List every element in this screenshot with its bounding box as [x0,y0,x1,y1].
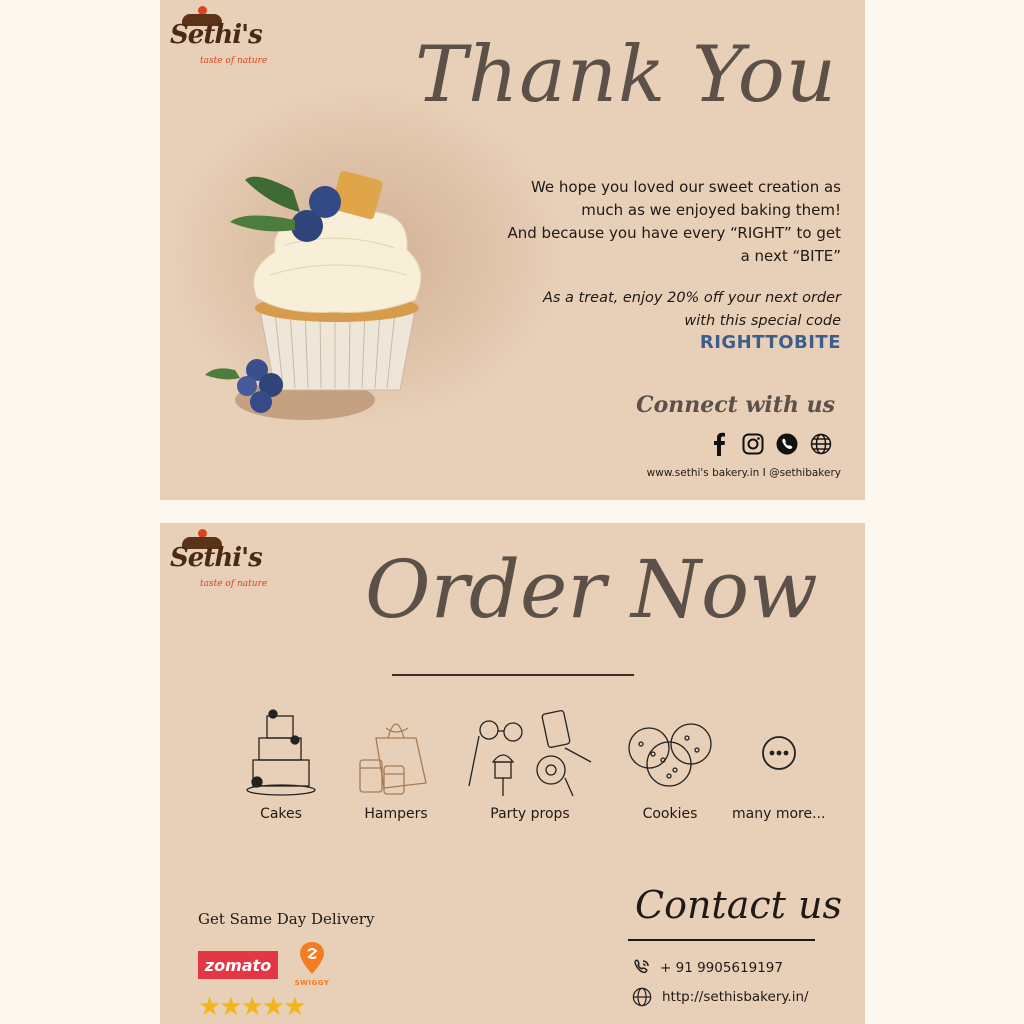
cookies-icon [625,708,715,798]
product-hampers[interactable] [356,708,436,822]
tiered-cake-icon [245,708,317,798]
thank-you-message [501,176,841,268]
order-now-card [160,523,865,1024]
star-rating: ★★★★★ [198,992,305,1022]
product-cookies[interactable] [625,708,715,822]
message-line: And because you have every “RIGHT” to get [507,224,841,242]
order-now-title: Order Now [365,543,818,636]
product-more[interactable] [732,708,825,822]
instagram-icon[interactable] [741,432,765,456]
product-cakes[interactable] [245,708,317,822]
product-label: Hampers [364,806,428,822]
social-links [707,432,833,456]
offer-text [501,287,841,333]
message-line: much as we enjoyed baking them! [581,201,841,219]
swiggy-pin-icon [299,941,325,975]
thank-you-card [160,0,865,500]
cupcake-illustration [175,80,575,470]
connect-with-us-heading: Connect with us [636,392,835,418]
promo-code: RIGHTTOBITE [699,332,841,353]
hamper-icon [356,708,436,798]
message-line: We hope you loved our sweet creation as [530,178,841,196]
contact-us-title: Contact us [635,883,842,927]
swiggy-label: SWIGGY [294,979,330,987]
website-url: http://sethisbakery.in/ [662,989,809,1005]
product-label: many more... [732,806,826,822]
offer-line: As a treat, enjoy 20% off your next order [542,290,841,306]
globe-icon[interactable] [809,432,833,456]
title-underline [392,674,634,676]
offer-line: with this special code [684,313,841,329]
product-label: Cookies [642,806,698,822]
phone-icon [632,959,650,977]
party-props-icon [465,708,595,798]
swiggy-logo[interactable] [293,941,331,991]
more-icon [734,708,824,798]
zomato-logo[interactable]: zomato [198,951,278,979]
product-party-props[interactable] [465,708,595,822]
product-label: Party props [490,806,570,822]
contact-phone[interactable] [632,959,783,977]
product-label: Cakes [260,806,302,822]
facebook-icon[interactable] [707,432,731,456]
brand-logo: Sethi's taste of nature [168,4,258,70]
delivery-heading: Get Same Day Delivery [198,910,375,928]
contact-underline [628,939,815,941]
footer-url[interactable]: www.sethi's bakery.in I @sethibakery [646,467,841,479]
phone-number: + 91 9905619197 [660,960,783,976]
contact-website[interactable] [632,987,809,1007]
phone-icon[interactable] [775,432,799,456]
globe-icon [632,987,652,1007]
thank-you-title: Thank You [415,30,837,120]
brand-logo: Sethi's taste of nature [168,527,258,593]
message-line: a next “BITE” [740,247,841,265]
